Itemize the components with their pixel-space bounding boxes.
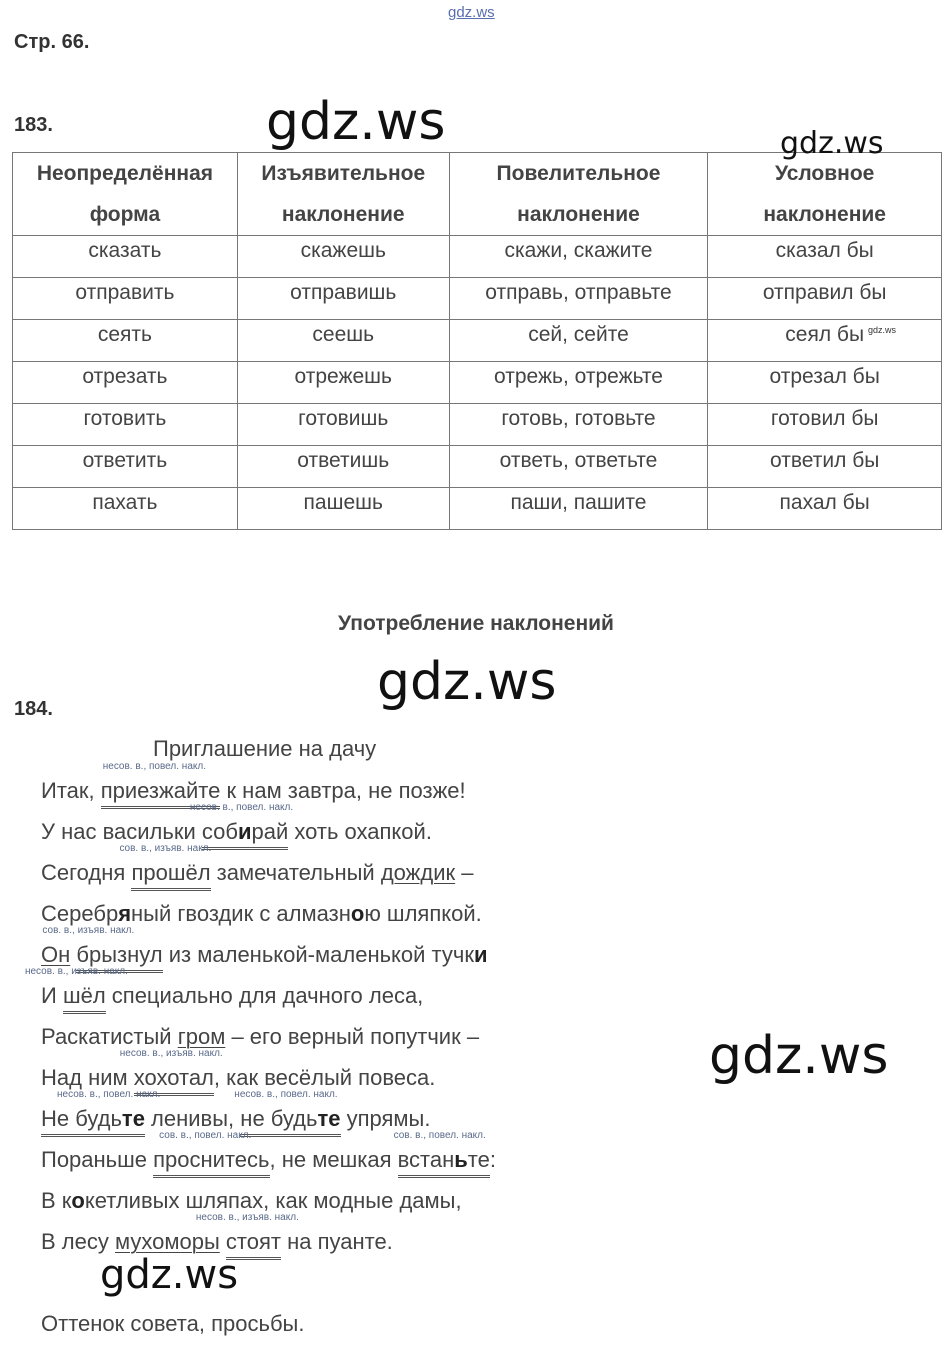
table-cell: отрежешь <box>237 362 449 404</box>
poem-line-6 <box>24 966 661 1018</box>
subject-on: Он <box>41 942 71 967</box>
text: Раскатистый <box>41 1024 178 1049</box>
table-row <box>13 404 942 446</box>
stressed-letter: и <box>473 942 488 967</box>
mood-table <box>12 152 942 530</box>
text: – <box>455 860 474 885</box>
text: из маленькой-маленькой тучк <box>162 942 474 967</box>
table-row <box>13 320 942 362</box>
table-cell: пашешь <box>237 488 449 530</box>
table-cell: скажи, скажите <box>449 236 708 278</box>
task-number-184: 184. <box>14 698 53 720</box>
poem-line-3 <box>41 843 661 895</box>
poem-line-5 <box>41 925 661 977</box>
page-label: Стр. 66. <box>14 31 90 53</box>
table-cell: готовить <box>13 404 238 446</box>
grammar-note: несов. в., повел. накл. <box>234 1089 338 1100</box>
grammar-note: несов. в., повел. накл. <box>189 802 294 813</box>
text: Пораньше <box>41 1147 154 1172</box>
poem-line-10 <box>41 1130 661 1182</box>
grammar-note: сов. в., изъяв. накл. <box>42 925 135 936</box>
verb-shyol: несов. в., изъяв. накл. шёл <box>63 981 106 1014</box>
table-cell: отправить <box>13 278 238 320</box>
verb-ne-budte-2: несов. в., повел. накл. не будьте <box>240 1104 340 1137</box>
table-cell: пахать <box>13 488 238 530</box>
watermark-large-4: gdz.ws <box>100 1252 239 1298</box>
text: Серебр <box>41 901 119 926</box>
table-cell: паши, пашите <box>449 488 708 530</box>
table-cell: сказать <box>13 236 238 278</box>
table-cell: сей, сейте <box>449 320 708 362</box>
header-conditional: Условное наклонение <box>708 153 942 236</box>
poem-title: Приглашение на дачу <box>153 736 377 761</box>
text: В лесу <box>41 1229 115 1254</box>
watermark-tiny: gdz.ws <box>868 325 897 335</box>
text: Итак, <box>41 778 101 803</box>
table-cell: отправишь <box>237 278 449 320</box>
text: хоть охапкой. <box>288 819 432 844</box>
table-cell: отправил бы <box>708 278 942 320</box>
table-cell: сказал бы <box>708 236 942 278</box>
text: И <box>41 983 63 1008</box>
verb-bryznul: сов. в., изъяв. накл. брызнул <box>76 940 162 973</box>
poem-line-9 <box>41 1089 661 1141</box>
subject-mukhomory: мухоморы <box>114 1229 220 1254</box>
grammar-note: несов. в., повел. накл. <box>57 1089 161 1100</box>
grammar-note: несов. в., повел. накл. <box>102 761 206 772</box>
text: к нам завтра, не позже! <box>220 778 466 803</box>
stressed-letter: о <box>71 1188 85 1213</box>
poem-line-1 <box>41 761 661 813</box>
grammar-note: несов. в., изъяв. накл. <box>119 1048 223 1059</box>
section-title: Употребление наклонений <box>338 612 614 635</box>
text: упрямы. <box>340 1106 431 1131</box>
subject-dozhdik: дождик <box>380 860 456 885</box>
header-infinitive: Неопределённая форма <box>13 153 238 236</box>
verb-priezzhayte: несов. в., повел. накл. приезжайте <box>101 776 221 809</box>
grammar-note: сов. в., повел. накл. <box>159 1130 252 1141</box>
table-cell: пахал бы <box>708 488 942 530</box>
header-indicative: Изъявительное наклонение <box>237 153 449 236</box>
text: ный гвоздик с алмазн <box>131 901 351 926</box>
table-row <box>13 446 942 488</box>
table-row <box>13 488 942 530</box>
stressed-letter: я <box>118 901 132 926</box>
verb-proshyol: сов. в., изъяв. накл. прошёл <box>131 858 210 891</box>
watermark-top[interactable]: gdz.ws <box>448 4 495 21</box>
table-row <box>13 236 942 278</box>
verb-prosnites: сов. в., повел. накл. проснитесь <box>153 1145 269 1178</box>
table-header-row <box>13 153 942 236</box>
table-cell: отправь, отправьте <box>449 278 708 320</box>
text: Оттенок совета, просьбы. <box>41 1311 305 1336</box>
watermark-large-1: gdz.ws <box>266 92 446 152</box>
watermark-large-3: gdz.ws <box>709 1026 889 1086</box>
table-cell: отрежь, отрежьте <box>449 362 708 404</box>
stressed-letter: о <box>350 901 365 926</box>
table-cell: отрезал бы <box>708 362 942 404</box>
grammar-note: несов. в., изъяв. накл. <box>195 1212 299 1223</box>
table-cell: сеял бы <box>708 320 942 362</box>
verb-vstante: сов. в., повел. накл. встаньте <box>398 1145 490 1178</box>
text: , не мешкая <box>269 1147 398 1172</box>
table-cell: ответить <box>13 446 238 488</box>
table-row <box>13 362 942 404</box>
subject-grom: гром <box>177 1024 226 1049</box>
table-cell: готовь, готовьте <box>449 404 708 446</box>
verb-stoyat: несов. в., изъяв. накл. стоят <box>226 1227 281 1260</box>
grammar-note: сов. в., повел. накл. <box>393 1130 486 1141</box>
text: ленивы, <box>144 1106 241 1131</box>
grammar-note: сов. в., изъяв. накл. <box>119 843 212 854</box>
watermark-corner: gdz.ws <box>780 126 884 161</box>
table-cell: готовил бы <box>708 404 942 446</box>
table-cell: готовишь <box>237 404 449 446</box>
text: ю шляпкой. <box>364 901 482 926</box>
task-number-183: 183. <box>14 114 53 136</box>
poem-note <box>41 1305 661 1346</box>
text: В к <box>41 1188 72 1213</box>
verb-ne-budte-1: несов. в., повел. накл. Не будьте <box>41 1104 145 1137</box>
table-cell: скажешь <box>237 236 449 278</box>
text: на пуанте. <box>280 1229 393 1254</box>
text: специально для дачного леса, <box>105 983 424 1008</box>
table-cell: сеешь <box>237 320 449 362</box>
text: кетливых шляпах, как модные дамы, <box>84 1188 462 1213</box>
text: : <box>489 1147 496 1172</box>
watermark-large-2: gdz.ws <box>377 652 557 712</box>
table-cell: ответь, ответьте <box>449 446 708 488</box>
text: Над ним <box>41 1065 134 1090</box>
verb-khokhotal: несов. в., изъяв. накл. хохотал <box>134 1063 214 1096</box>
text: замечательный <box>210 860 381 885</box>
text: , как весёлый повеса. <box>213 1065 436 1090</box>
table-cell: ответил бы <box>708 446 942 488</box>
poem-line-11 <box>41 1182 661 1223</box>
table-cell: отрезать <box>13 362 238 404</box>
text: – его верный попутчик – <box>225 1024 480 1049</box>
header-imperative: Повелительное наклонение <box>449 153 708 236</box>
table-cell: ответишь <box>237 446 449 488</box>
grammar-note: несов. в., изъяв. накл. <box>24 966 128 977</box>
table-cell: сеять <box>13 320 238 362</box>
verb-sobiray: несов. в., повел. накл. собирай <box>202 817 288 850</box>
text: У нас васильки <box>41 819 202 844</box>
table-row <box>13 278 942 320</box>
text: Сегодня <box>41 860 132 885</box>
